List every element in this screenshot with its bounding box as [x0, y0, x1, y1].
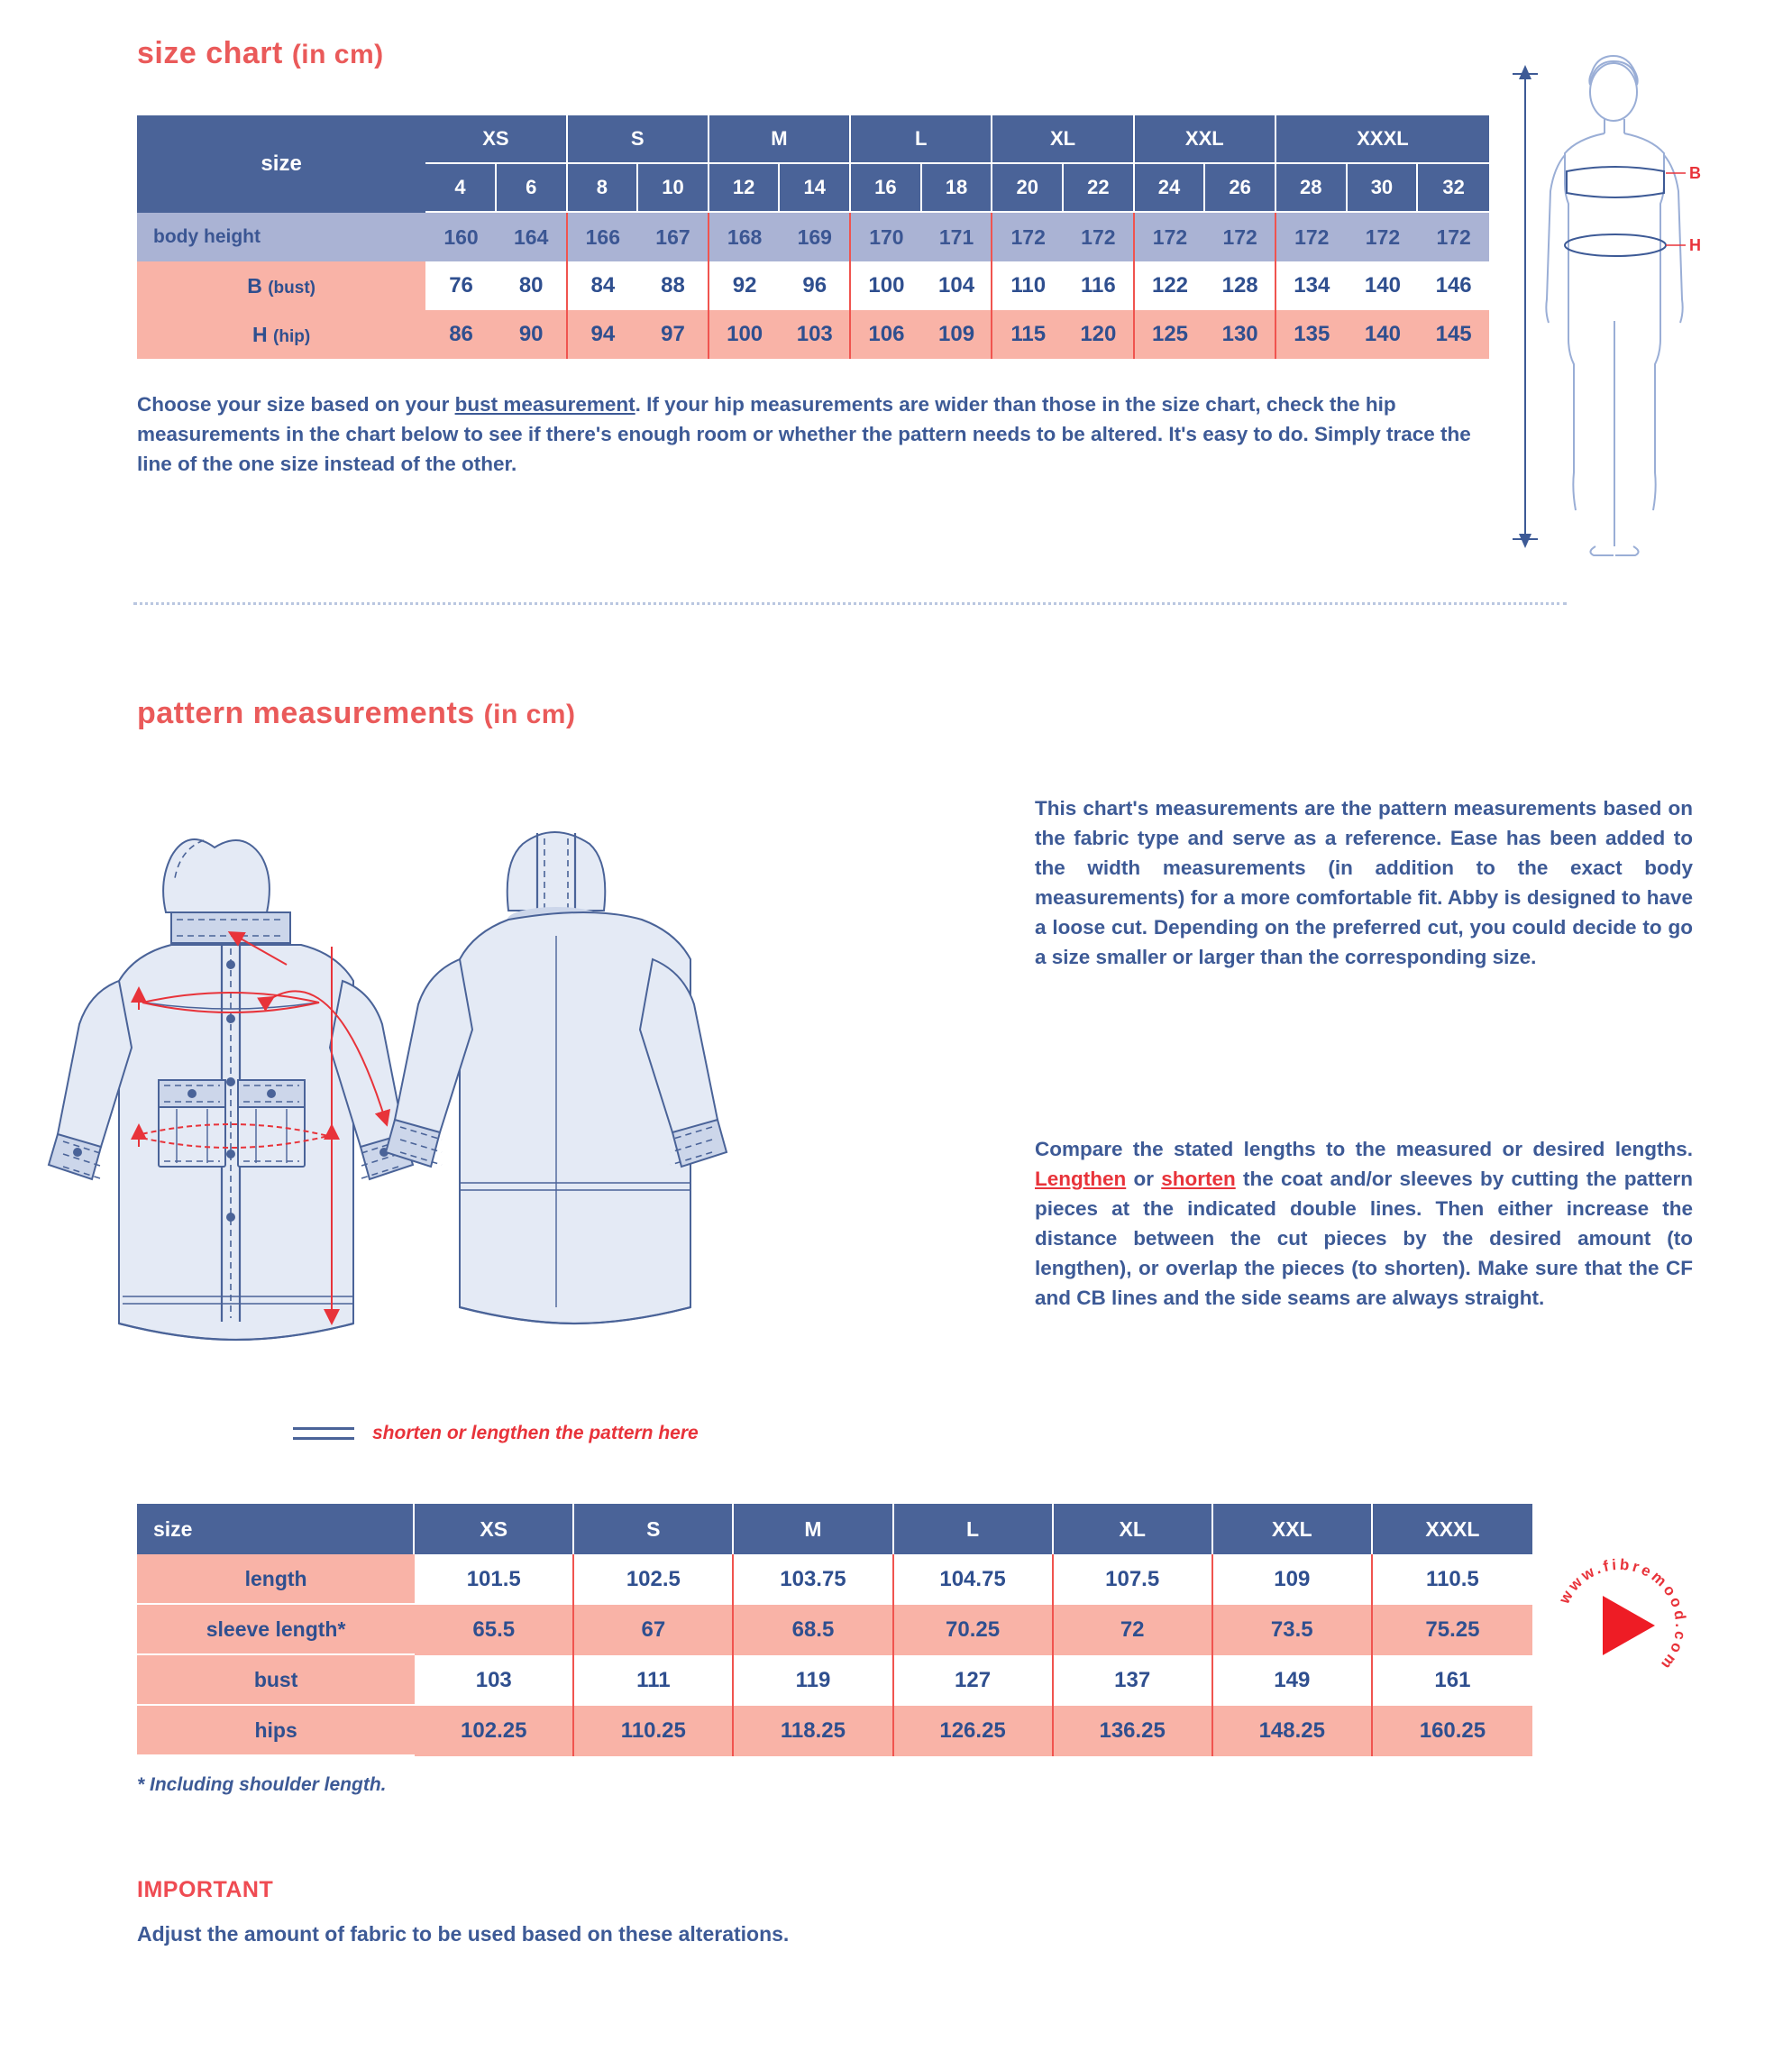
- pm-header-xxxl: XXXL: [1373, 1504, 1532, 1554]
- hip-14: 103: [780, 310, 851, 359]
- body-height-14: 169: [780, 213, 851, 261]
- sleeve-length-footnote: * Including shoulder length.: [137, 1774, 387, 1795]
- pm-row-bust: [137, 1655, 1532, 1706]
- hip-32: 145: [1418, 310, 1489, 359]
- pm-row-label-hips: hips: [137, 1706, 415, 1756]
- fibremood-logo-svg: [1543, 1549, 1696, 1702]
- bust-marker-label: B: [1689, 164, 1701, 182]
- size-header-l: L: [851, 115, 992, 164]
- sleeve-length-s: 67: [574, 1605, 734, 1655]
- body-height-20: 172: [992, 213, 1064, 261]
- pm-header-l: L: [894, 1504, 1054, 1554]
- paragraph-2-part-2: the coat and/or sleeves by cutting the pattern pieces at the indicated double lines. Then either increase the distance between the cut pieces by the desired amount (to lengthen), or overlap the pieces (to shorten). Make sure that the CF and CB lines and the side seams are always straight.: [1035, 1168, 1693, 1310]
- garment-back-view: [386, 832, 727, 1324]
- row-label-bust-sub: (bust): [268, 278, 315, 298]
- pm-row-label-bust: bust: [137, 1655, 415, 1706]
- length-xs: 101.5: [415, 1554, 574, 1605]
- pm-bust-xl: 137: [1054, 1655, 1213, 1706]
- pm-hips-s: 110.25: [574, 1706, 734, 1756]
- size-chart-instructions: [137, 389, 1489, 479]
- body-height-18: 171: [922, 213, 993, 261]
- pm-hips-m: 118.25: [734, 1706, 893, 1756]
- bust-6: 80: [497, 261, 568, 310]
- important-heading: IMPORTANT: [137, 1877, 274, 1902]
- numeric-size-20: 20: [992, 164, 1064, 213]
- pm-header-s: S: [574, 1504, 734, 1554]
- bust-8: 84: [568, 261, 639, 310]
- pattern-measurements-paragraph-1: This chart's measurements are the pattern measurements based on the fabric type and serve as a reference. Ease has been added to the width measurements (in addition to the exact body measurements) for a more comfortable fit. Abby is designed to have a loose cut. Depending on the preferred cut, you could decide to go a size smaller or larger than the corresponding size.: [1035, 797, 1693, 969]
- pm-header-xs: XS: [415, 1504, 574, 1554]
- play-triangle-icon: [1603, 1596, 1655, 1655]
- sleeve-length-m: 68.5: [734, 1605, 893, 1655]
- body-height-22: 172: [1064, 213, 1135, 261]
- shorten-link: shorten: [1161, 1168, 1236, 1191]
- body-figure-svg: [1505, 54, 1740, 559]
- instructions-bust-link: bust measurement: [454, 393, 635, 416]
- pm-hips-l: 126.25: [894, 1706, 1054, 1756]
- legend-label: shorten or lengthen the pattern here: [372, 1423, 699, 1443]
- length-xl: 107.5: [1054, 1554, 1213, 1605]
- length-s: 102.5: [574, 1554, 734, 1605]
- row-label-hip: [137, 310, 425, 359]
- body-height-28: 172: [1276, 213, 1348, 261]
- numeric-size-10: 10: [638, 164, 709, 213]
- pattern-measurements-title-unit: (in cm): [483, 700, 576, 729]
- pm-hips-xl: 136.25: [1054, 1706, 1213, 1756]
- bust-18: 104: [922, 261, 993, 310]
- sleeve-length-xxl: 73.5: [1213, 1605, 1373, 1655]
- pattern-measurements-table: [137, 1504, 1532, 1756]
- size-header-xxxl: XXXL: [1276, 115, 1489, 164]
- size-header-s: S: [568, 115, 709, 164]
- instructions-part-1: Choose your size based on your: [137, 393, 455, 416]
- hip-10: 97: [638, 310, 709, 359]
- hip-28: 135: [1276, 310, 1348, 359]
- size-chart-title-unit: (in cm): [291, 40, 384, 69]
- section-divider: [133, 602, 1567, 605]
- fibremood-logo[interactable]: [1543, 1549, 1696, 1702]
- body-height-26: 172: [1205, 213, 1276, 261]
- body-height-6: 164: [497, 213, 568, 261]
- pm-bust-xxxl: 161: [1373, 1655, 1532, 1706]
- numeric-size-14: 14: [780, 164, 851, 213]
- pm-hips-xxxl: 160.25: [1373, 1706, 1532, 1756]
- hip-26: 130: [1205, 310, 1276, 359]
- numeric-size-28: 28: [1276, 164, 1348, 213]
- pm-header-xxl: XXL: [1213, 1504, 1373, 1554]
- body-figure-illustration: [1505, 54, 1740, 559]
- hip-16: 106: [851, 310, 922, 359]
- size-header-xl: XL: [992, 115, 1134, 164]
- pm-corner-label: size: [137, 1504, 415, 1554]
- numeric-size-6: 6: [497, 164, 568, 213]
- numeric-size-16: 16: [851, 164, 922, 213]
- pm-hips-xs: 102.25: [415, 1706, 574, 1756]
- double-line-icon: [293, 1427, 354, 1440]
- garment-front-view: [49, 839, 413, 1340]
- size-chart-table: [137, 115, 1489, 359]
- numeric-size-18: 18: [922, 164, 993, 213]
- numeric-size-26: 26: [1205, 164, 1276, 213]
- size-header-xxl: XXL: [1135, 115, 1276, 164]
- important-text: Adjust the amount of fabric to be used based on these alterations.: [137, 1922, 790, 1946]
- paragraph-2-mid: or: [1126, 1168, 1162, 1191]
- bust-10: 88: [638, 261, 709, 310]
- hip-6: 90: [497, 310, 568, 359]
- pm-row-sleeve-length: [137, 1605, 1532, 1655]
- row-label-hip-main: H: [252, 322, 268, 346]
- pm-bust-xxl: 149: [1213, 1655, 1373, 1706]
- body-height-12: 168: [709, 213, 781, 261]
- bust-32: 146: [1418, 261, 1489, 310]
- bust-30: 140: [1348, 261, 1419, 310]
- sleeve-length-l: 70.25: [894, 1605, 1054, 1655]
- bust-16: 100: [851, 261, 922, 310]
- body-height-10: 167: [638, 213, 709, 261]
- pm-row-hips: [137, 1706, 1532, 1756]
- garment-technical-drawings: [45, 793, 1010, 1406]
- logo-ring-text: www.fibremood.com: [1555, 1555, 1690, 1675]
- numeric-size-4: 4: [425, 164, 497, 213]
- pm-row-label-length: length: [137, 1554, 415, 1605]
- numeric-size-8: 8: [568, 164, 639, 213]
- hip-22: 120: [1064, 310, 1135, 359]
- sleeve-length-xl: 72: [1054, 1605, 1213, 1655]
- bust-26: 128: [1205, 261, 1276, 310]
- length-m: 103.75: [734, 1554, 893, 1605]
- bust-28: 134: [1276, 261, 1348, 310]
- hip-12: 100: [709, 310, 781, 359]
- hip-8: 94: [568, 310, 639, 359]
- body-height-8: 166: [568, 213, 639, 261]
- pm-bust-s: 111: [574, 1655, 734, 1706]
- table-row-bust: [137, 261, 1489, 310]
- bust-22: 116: [1064, 261, 1135, 310]
- body-height-16: 170: [851, 213, 922, 261]
- bust-4: 76: [425, 261, 497, 310]
- pm-header-xl: XL: [1054, 1504, 1213, 1554]
- numeric-size-32: 32: [1418, 164, 1489, 213]
- hip-20: 115: [992, 310, 1064, 359]
- pm-header-row: [137, 1504, 1532, 1554]
- body-height-4: 160: [425, 213, 497, 261]
- length-xxxl: 110.5: [1373, 1554, 1532, 1605]
- bust-14: 96: [780, 261, 851, 310]
- hip-marker-label: H: [1689, 236, 1701, 254]
- pm-bust-l: 127: [894, 1655, 1054, 1706]
- numeric-size-22: 22: [1064, 164, 1135, 213]
- numeric-size-12: 12: [709, 164, 781, 213]
- size-header-m: M: [709, 115, 851, 164]
- body-height-32: 172: [1418, 213, 1489, 261]
- row-label-body-height: body height: [137, 213, 425, 261]
- pm-header-m: M: [734, 1504, 893, 1554]
- pattern-measurements-paragraph-2: [1035, 1134, 1693, 1313]
- row-label-bust-main: B: [247, 273, 262, 298]
- bust-20: 110: [992, 261, 1064, 310]
- hip-4: 86: [425, 310, 497, 359]
- bust-24: 122: [1135, 261, 1206, 310]
- pm-bust-m: 119: [734, 1655, 893, 1706]
- hip-24: 125: [1135, 310, 1206, 359]
- bust-12: 92: [709, 261, 781, 310]
- size-chart-header-row-sizes: [137, 115, 1489, 164]
- instructions-part-2: . If your hip measurements are wider than those in the size chart, check the hip measurements in the chart below to see if there's enough room or whether the pattern needs to be altered. It's easy to do. Simply trace the line of the one size instead of the other.: [137, 393, 1471, 476]
- size-chart-title: [137, 36, 384, 71]
- pm-row-length: [137, 1554, 1532, 1605]
- sleeve-length-xs: 65.5: [415, 1605, 574, 1655]
- pattern-measurements-title-text: pattern measurements: [137, 696, 475, 730]
- length-l: 104.75: [894, 1554, 1054, 1605]
- lengthen-link: Lengthen: [1035, 1168, 1127, 1191]
- size-chart-corner-label: size: [137, 115, 425, 213]
- sleeve-length-xxxl: 75.25: [1373, 1605, 1532, 1655]
- length-xxl: 109: [1213, 1554, 1373, 1605]
- row-label-bust: [137, 261, 425, 310]
- body-height-30: 172: [1348, 213, 1419, 261]
- table-row-hip: [137, 310, 1489, 359]
- hip-30: 140: [1348, 310, 1419, 359]
- row-label-hip-sub: (hip): [273, 326, 311, 346]
- pm-row-label-sleeve-length: sleeve length*: [137, 1605, 415, 1655]
- pattern-measurements-title: [137, 696, 575, 731]
- table-row-body-height: [137, 213, 1489, 261]
- pm-hips-xxl: 148.25: [1213, 1706, 1373, 1756]
- paragraph-2-part-1: Compare the stated lengths to the measured or desired lengths.: [1035, 1138, 1693, 1160]
- numeric-size-24: 24: [1135, 164, 1206, 213]
- size-chart-title-text: size chart: [137, 36, 283, 70]
- garment-drawings-svg: [45, 793, 1010, 1406]
- pm-bust-xs: 103: [415, 1655, 574, 1706]
- numeric-size-30: 30: [1348, 164, 1419, 213]
- pattern-legend: [293, 1423, 699, 1444]
- body-height-24: 172: [1135, 213, 1206, 261]
- size-header-xs: XS: [425, 115, 567, 164]
- hip-18: 109: [922, 310, 993, 359]
